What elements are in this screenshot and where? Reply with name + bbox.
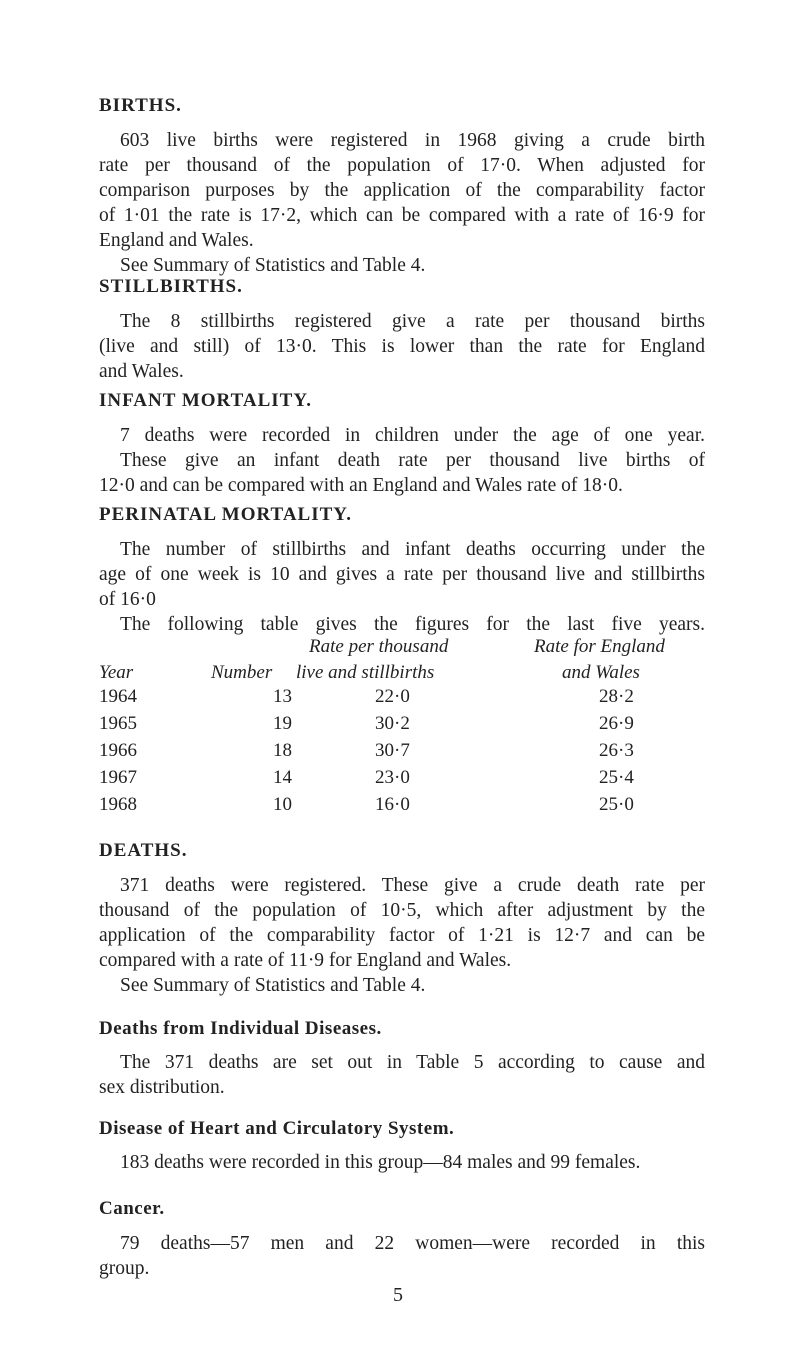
cell-ew: 26·9 (599, 713, 634, 734)
text-line: 7 deaths were recorded in children under the age of one year. (120, 425, 705, 446)
header-number: Number (211, 662, 273, 683)
infant-mortality-heading: INFANT MORTALITY. (99, 390, 313, 411)
text-line: rate per thousand of the population of 17·0. When adjusted for (99, 155, 705, 176)
cell-rate: 30·7 (375, 740, 410, 761)
cancer-heading: Cancer. (99, 1198, 165, 1219)
deaths-heading: DEATHS. (99, 840, 188, 861)
cell-number: 13 (273, 686, 292, 707)
perinatal-mortality-paragraph (99, 537, 705, 637)
cell-rate: 30·2 (375, 713, 410, 734)
text-line: group. (99, 1258, 150, 1279)
text-line: thousand of the population of 10·5, which after adjustment by the (99, 900, 705, 921)
cell-ew: 25·4 (599, 767, 634, 788)
text-line: and Wales. (99, 361, 184, 382)
page-number: 5 (393, 1284, 403, 1306)
header-rate-line2: live and stillbirths (296, 662, 435, 683)
cell-rate: 16·0 (375, 794, 410, 815)
text-line: 12·0 and can be compared with an England and Wales rate of 18·0. (99, 475, 623, 496)
text-line: of 16·0 (99, 589, 156, 610)
cell-number: 19 (273, 713, 292, 734)
cell-ew: 26·3 (599, 740, 634, 761)
text-line: 183 deaths were recorded in this group—84 males and 99 females. (120, 1152, 641, 1173)
text-line: 371 deaths were registered. These give a crude death rate per (120, 875, 705, 896)
deaths-paragraph (99, 873, 705, 998)
header-ew-line1: Rate for England (534, 636, 665, 657)
cell-year: 1967 (99, 767, 137, 788)
cell-number: 14 (273, 767, 292, 788)
stillbirths-heading: STILLBIRTHS. (99, 276, 243, 297)
deaths-note: See Summary of Statistics and Table 4. (120, 975, 426, 996)
cell-rate: 23·0 (375, 767, 410, 788)
individual-diseases-heading: Deaths from Individual Diseases. (99, 1018, 382, 1039)
text-line: These give an infant death rate per thousand live births of (120, 450, 705, 471)
infant-mortality-paragraph (99, 423, 705, 498)
cancer-paragraph (99, 1231, 705, 1281)
cell-number: 18 (273, 740, 292, 761)
text-line: age of one week is 10 and gives a rate per thousand live and stillbirths (99, 564, 705, 585)
text-line: of 1·01 the rate is 17·2, which can be compared with a rate of 16·9 for (99, 205, 705, 226)
births-note: See Summary of Statistics and Table 4. (120, 255, 426, 276)
text-line: 79 deaths—57 men and 22 women—were recorded in this (120, 1233, 705, 1254)
cell-ew: 28·2 (599, 686, 634, 707)
header-rate-line1: Rate per thousand (309, 636, 449, 657)
stillbirths-paragraph (99, 309, 705, 384)
text-line: 603 live births were registered in 1968 giving a crude birth (120, 130, 705, 151)
text-line: compared with a rate of 11·9 for England and Wales. (99, 950, 512, 971)
perinatal-mortality-heading: PERINATAL MORTALITY. (99, 504, 353, 525)
header-ew-line2: and Wales (562, 662, 640, 683)
cell-year: 1964 (99, 686, 137, 707)
text-line: comparison purposes by the application of the comparability factor (99, 180, 705, 201)
text-line: The following table gives the figures for the last five years. (120, 614, 705, 635)
text-line: England and Wales. (99, 230, 254, 251)
cell-year: 1966 (99, 740, 137, 761)
text-line: The number of stillbirths and infant deaths occurring under the (120, 539, 705, 560)
text-line: sex distribution. (99, 1077, 225, 1098)
text-line: The 8 stillbirths registered give a rate per thousand births (120, 311, 705, 332)
heart-disease-heading: Disease of Heart and Circulatory System. (99, 1118, 455, 1139)
cell-ew: 25·0 (599, 794, 634, 815)
cell-number: 10 (273, 794, 292, 815)
text-line: (live and still) of 13·0. This is lower than the rate for England (99, 336, 705, 357)
header-year: Year (99, 662, 134, 683)
text-line: application of the comparability factor of 1·21 is 12·7 and can be (99, 925, 705, 946)
cell-year: 1965 (99, 713, 137, 734)
text-line: The 371 deaths are set out in Table 5 according to cause and (120, 1052, 705, 1073)
cell-rate: 22·0 (375, 686, 410, 707)
births-paragraph (99, 128, 705, 278)
births-heading: BIRTHS. (99, 95, 182, 116)
cell-year: 1968 (99, 794, 137, 815)
heart-disease-paragraph (99, 1150, 705, 1175)
individual-diseases-paragraph (99, 1050, 705, 1100)
